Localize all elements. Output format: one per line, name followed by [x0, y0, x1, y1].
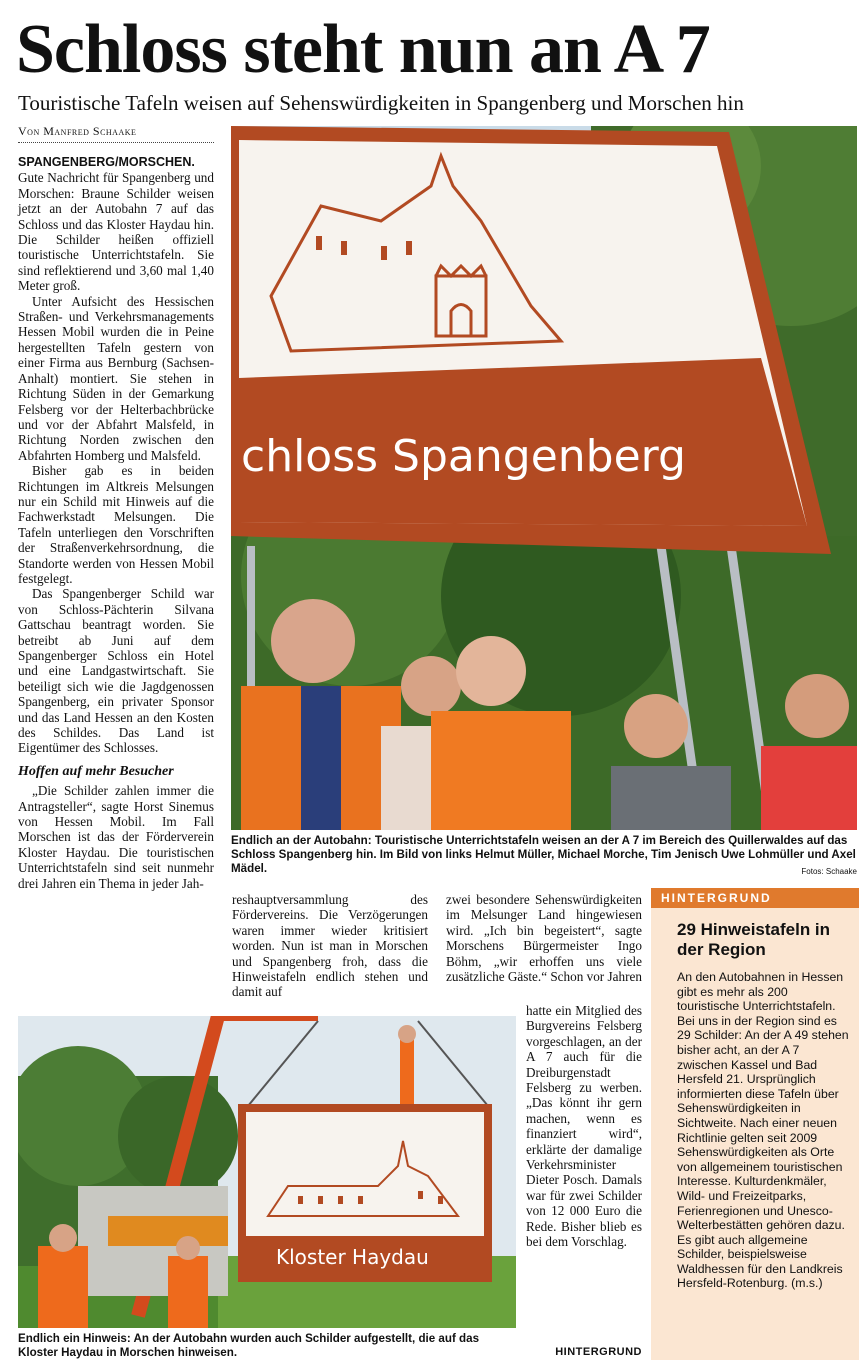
subhead: Hoffen auf mehr Besucher — [18, 763, 174, 779]
article-column-3-top — [446, 892, 642, 984]
infobox-tag: HINTERGRUND — [651, 888, 859, 908]
byline: Von Manfred Schaake — [18, 124, 214, 143]
paragraph-col3-top: zwei besondere Sehenswürdigkeiten im Melsunger Land hingewiesen wird. „Ich bin begeistert“, sagte Morschens Bürgermeister Ingo Böhm, „wir erhoffen uns viele zusätzliche Gäste.“ Schon vor Jahren — [446, 892, 642, 985]
article-column-1 — [18, 154, 214, 891]
dateline: SPANGENBERG/MORSCHEN. — [18, 155, 195, 169]
photo-spangenberg-illustration — [231, 126, 857, 830]
subheadline: Touristische Tafeln weisen auf Sehenswürdigkeiten in Spangenberg und Morschen hin — [18, 91, 744, 115]
headline: Schloss steht nun an A 7 — [16, 11, 710, 88]
paragraph-5: „Die Schilder zahlen immer die Antragsteller“, sagte Horst Sinemus von Hessen Mobil. Im Fall Morschen ist das der Förderverein Kloster Haydau. Die touristischen Unterrichtstafeln sind seit nunmehr drei Jahren ein Thema in jeder Jah- — [18, 783, 214, 891]
paragraph-1: Gute Nachricht für Spangenberg und Morschen: Braune Schilder weisen jetzt an der Autobahn 7 auf das Schloss und das Kloster Haydau hin. Die Schilder heißen offiziell touristische Unterrichtstafeln. Sie sind reflektierend und 3,60 mal 1,40 Meter groß. — [18, 170, 214, 294]
paragraph-3: Bisher gab es in beiden Richtungen im Altkreis Melsungen nur ein Schild mit Hinweis auf die Fachwerkstadt Melsungen. Die Tafeln unterliegen den Vorschriften der Straßenverkehrsordnung, die Standorte werden von Hessen Mobil festgelegt. — [18, 463, 214, 586]
paragraph-col2: reshauptversammlung des Fördervereins. Die Verzögerungen waren immer wieder kritisiert worden. Nun ist man in Morschen und Spangenberg froh, dass die Hinweistafeln endlich stehen und damit auf — [232, 892, 428, 1000]
infobox-title: 29 Hinweistafeln in der Region — [677, 920, 831, 959]
sign-text-spangenberg: chloss Spangenberg — [241, 431, 686, 482]
article-column-3-narrow — [526, 1003, 642, 1250]
ref-hintergrund: HINTERGRUND — [555, 1346, 642, 1358]
infobox-text: An den Autobahnen in Hessen gibt es mehr als 200 touristische Unterrichtstafeln. Bei uns in der Region sind es 29 Schilder: An der A 49 stehen bisher acht, an der A 7 zwischen Kassel und Bad Hersfeld 21. Ursprünglich informierten diese Tafeln über Sehenswürdigkeiten in Sichtweite. Nach einer neuen Richtlinie gelten seit 2009 Sehenswürdigkeiten als Orte von allgemeinem touristischen Interesse. Kulturdenkmäler, Wild- und Freizeitparks, Ferienregionen und Unesco-Welterbestätten gehören dazu. Es gibt auch allgemeine Schilder, beispielsweise Waldhessen für den Landkreis Hersfeld-Rotenburg. (m.s.) — [677, 970, 849, 1291]
paragraph-4: Das Spangenberger Schild war von Schloss-Pächterin Silvana Gattschau beantragt worden. Sie betreibt ab Juni auf dem Spangenberger Schloss ein Hotel und eine Landgastwirtschaft. Sie beteiligt sich wie die Jagdgenossen Spangenberg, ein privater Sponsor und das Land Hessen an den Kosten des Schildes. Das Land ist Eigentümer des Schlosses. — [18, 586, 214, 756]
photo-credit: Fotos: Schaake — [801, 867, 857, 876]
photo-2-caption: Endlich ein Hinweis: An der Autobahn wurden auch Schilder aufgestellt, die auf das Kloster Haydau in Morschen hinweisen. — [18, 1332, 480, 1359]
photo-haydau-sign — [18, 1016, 516, 1328]
article-column-2 — [232, 892, 428, 1000]
background-infobox — [651, 888, 859, 1360]
paragraph-col3-narrow: hatte ein Mitglied des Burgvereins Felsberg vorgeschlagen, an der A 7 auch für die Dreiburgenstadt Felsberg zu werben. „Das könnt ihr gern machen, wenn es finanziert wird“, erklärte der damalige Verkehrsminister Dieter Posch. Damals war für zwei Schilder von 12 000 Euro die Rede. Bisher blieb es bei dem Vorschlag. — [526, 1003, 642, 1250]
photo-1-caption: Endlich an der Autobahn: Touristische Unterrichtstafeln weisen an der A 7 im Bereich des Quillerwaldes auf das Schloss Spangenberg hin. Im Bild von links Helmut Müller, Michael Morche, Tim Jenisch Uwe Lohmüller und Axel Mädel. — [231, 834, 856, 875]
paragraph-2: Unter Aufsicht des Hessischen Straßen- und Verkehrsmanagements Hessen Mobil wurden die in Peine hergestellten Tafeln gestern von einer Firma aus Bernburg (Sachsen-Anhalt) montiert. Sie stehen in Richtung Süden in der Gemarkung Felsberg vor der Helterbachbrücke und vor der Abfahrt Malsfeld, in Richtung Norden zwischen den Abfahrten Homberg und Malsfeld. — [18, 293, 214, 463]
sign-text-haydau: Kloster Haydau — [276, 1245, 429, 1269]
photo-spangenberg-sign — [231, 126, 857, 830]
photo-haydau-illustration — [18, 1016, 516, 1328]
